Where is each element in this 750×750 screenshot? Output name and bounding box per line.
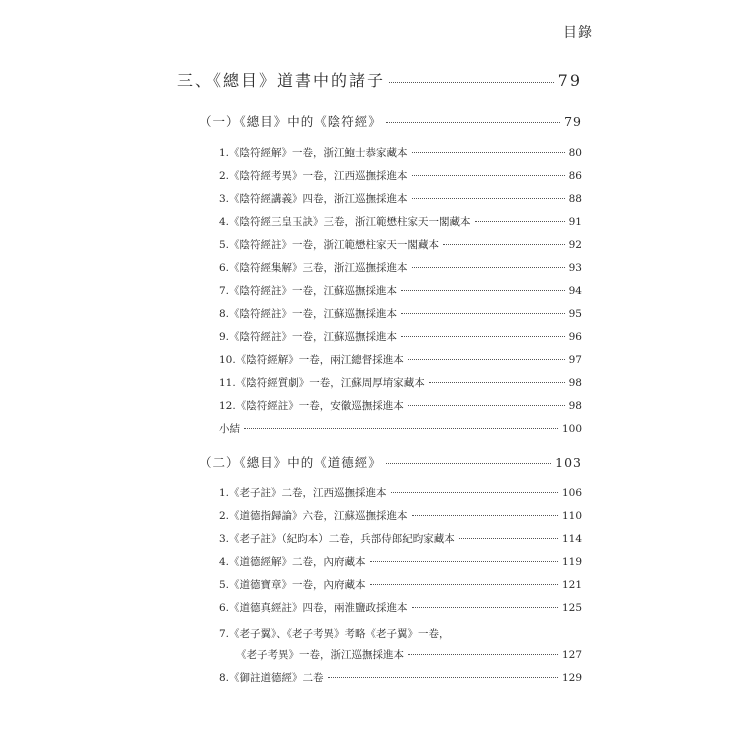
toc-entry[interactable]: [219, 237, 582, 252]
dot-leader: [244, 428, 558, 429]
page-number: 103: [555, 455, 582, 470]
dot-leader: [401, 313, 565, 314]
toc-entry[interactable]: [219, 626, 450, 641]
page-number: 97: [568, 354, 582, 366]
dot-leader: [328, 677, 558, 678]
chapter-title: 三、《總目》道書中的諸子: [177, 71, 386, 90]
dot-leader: [429, 382, 565, 383]
dot-leader: [408, 405, 565, 406]
dot-leader: [370, 561, 558, 562]
page-number: 92: [568, 239, 582, 251]
entry-title: 12.《陰符經註》一卷，安徽巡撫採進本: [219, 400, 404, 412]
toc-entry-continuation[interactable]: [236, 647, 582, 662]
dot-leader: [401, 290, 565, 291]
page-number: 98: [568, 377, 582, 389]
toc-entry[interactable]: [219, 191, 582, 206]
page-number: 86: [568, 170, 582, 182]
toc-entry[interactable]: [219, 145, 582, 160]
toc-entry[interactable]: [219, 398, 582, 413]
entry-title: 9.《陰符經註》一卷，江蘇巡撫採進本: [219, 331, 398, 343]
dot-leader: [391, 492, 558, 493]
entry-title: 6.《陰符經集解》三卷，浙江巡撫採進本: [219, 262, 408, 274]
toc-entry[interactable]: [219, 214, 582, 229]
page-number: 121: [561, 579, 582, 591]
page-number: 95: [568, 308, 582, 320]
page-number: 98: [568, 400, 582, 412]
entry-title: 5.《道德寶章》一卷，內府藏本: [219, 579, 366, 591]
page-number: 91: [568, 216, 582, 228]
entry-title: 3.《陰符經講義》四卷，浙江巡撫採進本: [219, 193, 408, 205]
dot-leader: [408, 654, 558, 655]
page-number: 96: [568, 331, 582, 343]
toc-entry[interactable]: [219, 329, 582, 344]
entry-title: 6.《道德真經註》四卷，兩淮鹽政採進本: [219, 602, 408, 614]
entry-title: 4.《陰符經三皇玉訣》三卷，浙江範懋柱家天一閣藏本: [219, 216, 471, 228]
dot-leader: [370, 584, 558, 585]
entry-title: 小結: [219, 423, 240, 435]
page-number: 129: [561, 672, 582, 684]
dot-leader: [412, 267, 565, 268]
page-number: 110: [561, 510, 582, 522]
entry-title: 10.《陰符經解》一卷，兩江總督採進本: [219, 354, 404, 366]
page-header: 目錄: [563, 25, 593, 41]
dot-leader: [412, 198, 565, 199]
page-number: 80: [568, 147, 582, 159]
section-title: （一）《總目》中的《陰符經》: [199, 114, 382, 129]
entry-title: 2.《陰符經考異》一卷，江西巡撫採進本: [219, 170, 408, 182]
dot-leader: [386, 122, 560, 123]
dot-leader: [412, 152, 565, 153]
toc-entry[interactable]: [219, 670, 582, 685]
entry-title: 7.《陰符經註》一卷，江蘇巡撫採進本: [219, 285, 398, 297]
dot-leader: [412, 515, 558, 516]
entry-title: 4.《道德經解》二卷，內府藏本: [219, 556, 366, 568]
dot-leader: [443, 244, 565, 245]
page-number: 93: [568, 262, 582, 274]
dot-leader: [459, 538, 558, 539]
page-number: 106: [561, 487, 582, 499]
dot-leader: [386, 463, 551, 464]
page-number: 127: [561, 649, 582, 661]
toc-entry[interactable]: [219, 352, 582, 367]
entry-title: 1.《陰符經解》一卷，浙江鮑士恭家藏本: [219, 147, 408, 159]
page-number: 79: [564, 114, 582, 129]
toc-section-entry[interactable]: [199, 112, 582, 130]
entry-title: 1.《老子註》二卷，江西巡撫採進本: [219, 487, 387, 499]
toc-entry[interactable]: [219, 283, 582, 298]
toc-entry[interactable]: [219, 168, 582, 183]
toc-entry[interactable]: [219, 375, 582, 390]
toc-section-entry[interactable]: [199, 453, 582, 471]
toc-summary-entry[interactable]: [219, 421, 582, 436]
toc-entry[interactable]: [219, 508, 582, 523]
entry-title: 7.《老子翼》、《老子考異》考略《老子翼》一卷，: [219, 628, 450, 640]
page-number: 88: [568, 193, 582, 205]
dot-leader: [389, 82, 554, 83]
dot-leader: [401, 336, 565, 337]
entry-title: 11.《陰符經質劇》一卷，江蘇周厚堉家藏本: [219, 377, 425, 389]
page-number: 114: [561, 533, 582, 545]
toc-entry[interactable]: [219, 531, 582, 546]
section-title: （二）《總目》中的《道德經》: [199, 455, 382, 470]
toc-entry[interactable]: [219, 306, 582, 321]
toc-entry[interactable]: [219, 554, 582, 569]
toc-chapter-entry[interactable]: [177, 68, 582, 91]
dot-leader: [412, 607, 558, 608]
dot-leader: [408, 359, 565, 360]
page-number: 119: [561, 556, 582, 568]
dot-leader: [412, 175, 565, 176]
entry-title: 8.《御註道德經》二卷: [219, 672, 324, 684]
toc-entry[interactable]: [219, 260, 582, 275]
toc-entry[interactable]: [219, 485, 582, 500]
entry-title: 3.《老子註》（紀昀本）二卷，兵部侍郎紀昀家藏本: [219, 533, 455, 545]
entry-title: 8.《陰符經註》一卷，江蘇巡撫採進本: [219, 308, 398, 320]
dot-leader: [475, 221, 565, 222]
entry-title: 2.《道德指歸論》六卷，江蘇巡撫採進本: [219, 510, 408, 522]
toc-entry[interactable]: [219, 600, 582, 615]
page-number: 125: [561, 602, 582, 614]
entry-title: 5.《陰符經註》一卷，浙江範懋柱家天一閣藏本: [219, 239, 440, 251]
page-number: 100: [561, 423, 582, 435]
page-number: 79: [557, 71, 582, 90]
toc-entry[interactable]: [219, 577, 582, 592]
entry-title: 《老子考異》一卷，浙江巡撫採進本: [236, 649, 404, 661]
page-number: 94: [568, 285, 582, 297]
